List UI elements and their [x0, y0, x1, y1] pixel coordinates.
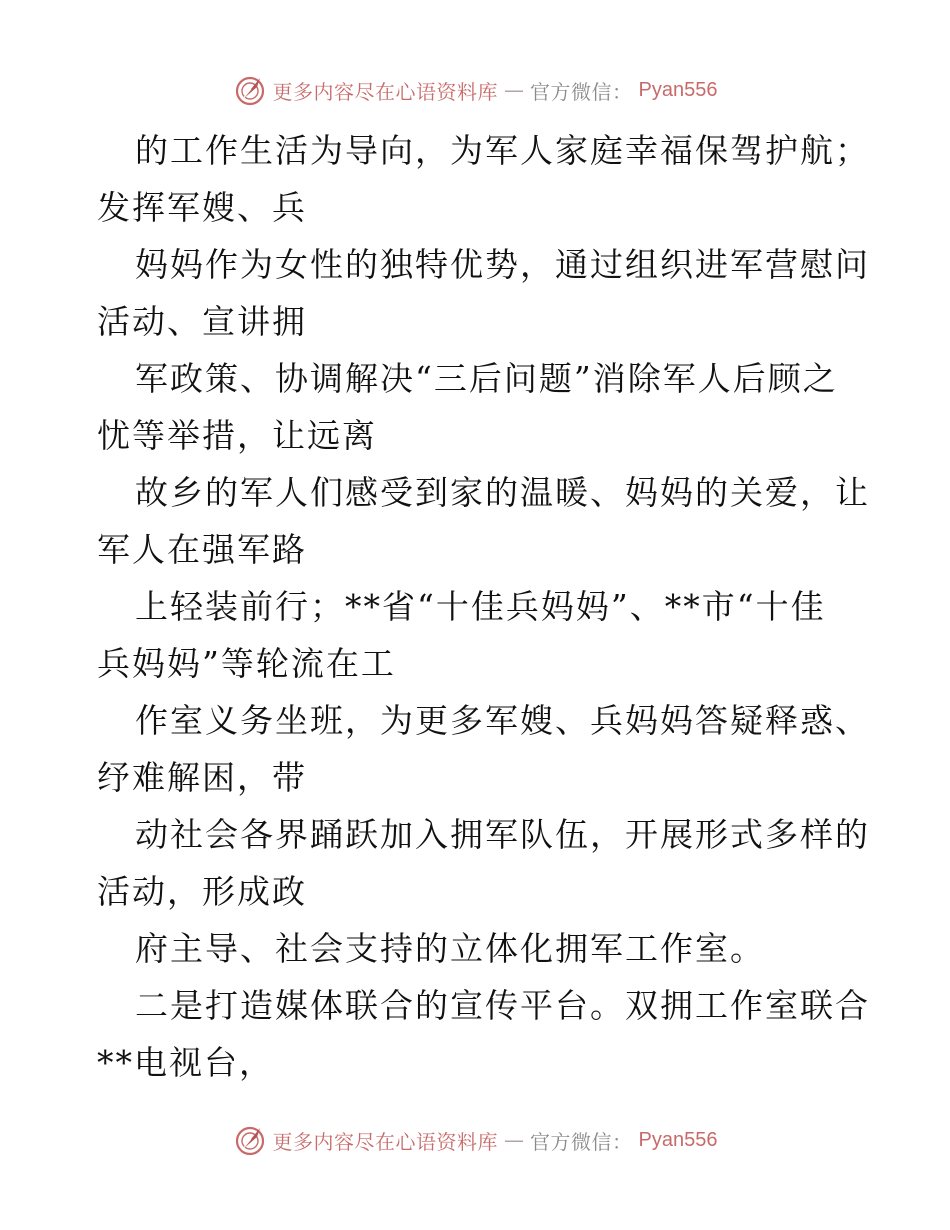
body-text-line: 兵妈妈”等轮流在工 [97, 644, 396, 683]
watermark-official-label: 官方微信： [530, 1129, 633, 1154]
body-text-line: 军人在强军路 [97, 530, 307, 569]
quill-pen-logo-icon [233, 1123, 267, 1157]
body-text-line: 作室义务坐班，为更多军嫂、兵妈妈答疑释惑、 [135, 701, 870, 740]
body-text-line: 忧等举措，让远离 [97, 416, 377, 455]
body-text-line: 上轻装前行；**省“十佳兵妈妈”、**市“十佳 [135, 587, 826, 626]
body-text-line: 故乡的军人们感受到家的温暖、妈妈的关爱，让 [135, 473, 870, 512]
watermark-separator: — [504, 1128, 525, 1152]
body-text-line: 妈妈作为女性的独特优势，通过组织进军营慰问 [135, 245, 870, 284]
watermark-wechat-id: Pyan556 [638, 1128, 718, 1151]
body-text-line: 活动、宣讲拥 [97, 302, 307, 341]
footer-watermark [0, 1120, 950, 1160]
watermark-separator: — [504, 78, 525, 102]
body-text-line: **电视台， [97, 1043, 274, 1082]
body-text-line: 二是打造媒体联合的宣传平台。双拥工作室联合 [135, 986, 870, 1025]
watermark-wechat-id: Pyan556 [638, 78, 718, 101]
body-text-line: 纾难解困，带 [97, 758, 307, 797]
body-text-line: 活动，形成政 [97, 872, 307, 911]
body-text-line: 动社会各界踊跃加入拥军队伍，开展形式多样的 [135, 815, 870, 854]
quill-pen-logo-icon [233, 73, 267, 107]
body-text-line: 军政策、协调解决“三后问题”消除军人后顾之 [135, 359, 838, 398]
watermark-text: 更多内容尽在心语资料库 [272, 1129, 499, 1154]
body-text-line: 府主导、社会支持的立体化拥军工作室。 [135, 929, 765, 968]
watermark-official-label: 官方微信： [530, 79, 633, 104]
body-text-line: 的工作生活为导向，为军人家庭幸福保驾护航； [135, 131, 870, 170]
body-text-line: 发挥军嫂、兵 [97, 188, 307, 227]
watermark-text: 更多内容尽在心语资料库 [272, 79, 499, 104]
document-body [97, 122, 870, 1091]
header-watermark [0, 70, 950, 110]
